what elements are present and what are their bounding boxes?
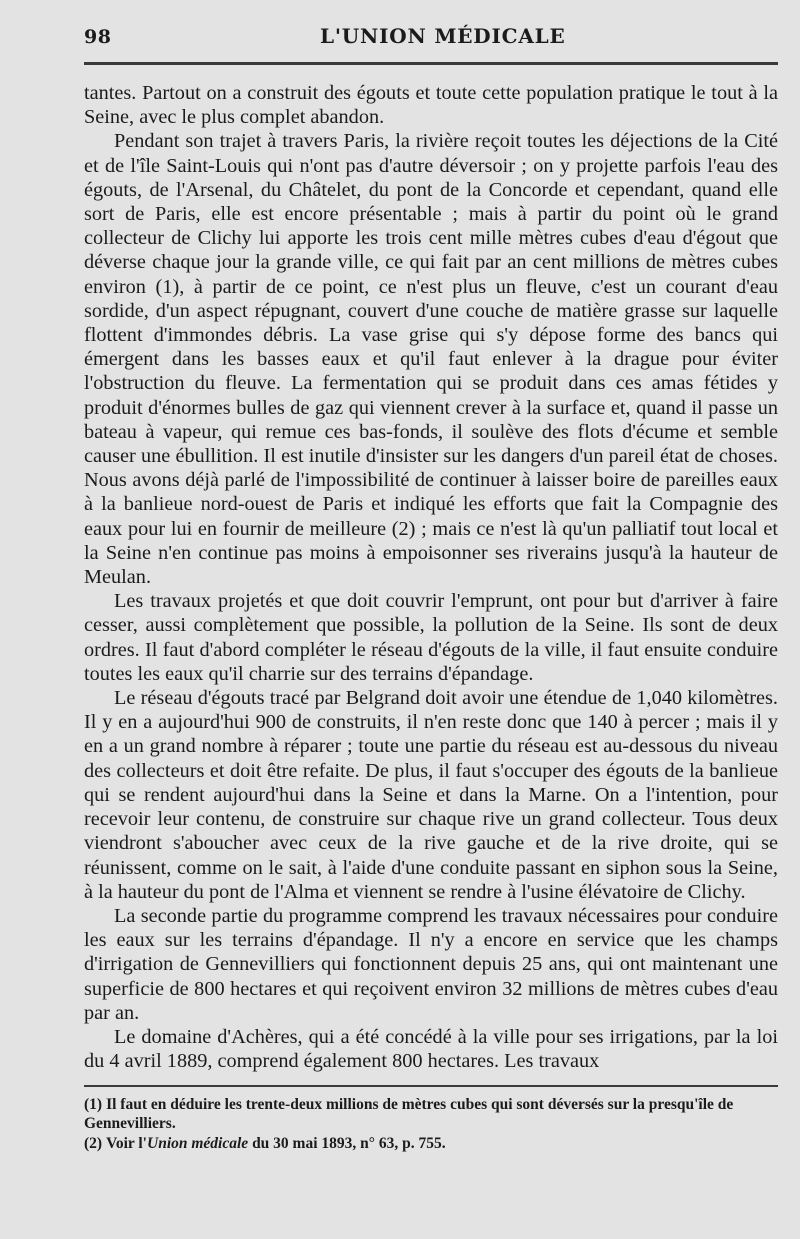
header-rule — [84, 62, 778, 65]
footnote-suffix: du 30 mai 1893, n° 63, p. 755. — [248, 1135, 446, 1153]
footnotes — [84, 1095, 778, 1153]
article-body — [84, 81, 778, 1073]
paragraph: Les travaux projetés et que doit couvrir l'emprunt, ont pour but d'arriver à faire cesser, aussi complètement que possible, la pollution de la Seine. Ils sont de deux ordres. Il faut d'abord compléter le réseau d'égouts de la ville, il faut ensuite conduire toutes les eaux qu'il charrie sur des terrains d'épandage. — [84, 590, 778, 685]
footnote-marker: (1) — [84, 1096, 103, 1114]
paragraph-continuation: tantes. Partout on a construit des égouts et toute cette population pratique le tout à la Seine, avec le plus complet abandon. — [84, 82, 778, 129]
paragraph: Le domaine d'Achères, qui a été concédé à la ville pour ses irrigations, par la loi du 4 avril 1889, comprend également 800 hectares. Les travaux — [84, 1025, 778, 1073]
footnote-prefix: Voir l' — [106, 1135, 147, 1153]
paragraph: La seconde partie du programme comprend les travaux nécessaires pour conduire les eaux sur les terrains d'épandage. Il n'y a encore en service que les champs d'irrigation de Gennevilliers qui fonctionnent depuis 25 ans, qui ont maintenant une superficie de 800 hectares et qui reçoivent environ 32 millions de mètres cubes d'eau par an. — [84, 904, 778, 1024]
footnote-marker: (2) — [84, 1135, 103, 1153]
footnote-1 — [84, 1095, 778, 1133]
footnote-rule — [84, 1085, 778, 1087]
page-header — [84, 20, 778, 48]
paragraph: Le réseau d'égouts tracé par Belgrand doit avoir une étendue de 1,040 kilomètres. Il y en a aujourd'hui 900 de construits, il n'en reste donc que 140 à percer ; mais il y en a un grand nombre à réparer ; toute une partie du réseau est au-dessous du niveau des collecteurs et doit être refaite. De plus, il faut s'occuper des égouts de la banlieue qui se rendent aujourd'hui dans la Seine et dans la Marne. On a l'intention, pour recevoir leur contenu, de construire sur chaque rive un grand collecteur. Tous deux viendront s'aboucher avec ceux de la rive gauche et de la rive droite, qui se réunissent, comme on le sait, à l'aide d'une conduite passant en siphon sous la Seine, à la hauteur du pont de l'Alma et viennent se rendre à l'usine élévatoire de Clichy. — [84, 687, 778, 903]
journal-title: Union médicale — [147, 1135, 249, 1153]
paragraph: Pendant son trajet à travers Paris, la rivière reçoit toutes les déjections de la Cité et de l'île Saint-Louis qui n'ont pas d'autre déversoir ; on y projette parfois l'eau des égouts, de l'Arsenal, du Châtelet, du pont de la Concorde et cependant, quand elle sort de Paris, elle est encore présentable ; mais à partir du point où le grand collecteur de Clichy lui apporte les trois cent mille mètres cubes d'eau d'égout que déverse chaque jour la grande ville, ce qui fait par an cent millions de mètres cubes environ (1), à partir de ce point, ce n'est plus un fleuve, c'est un courant d'eau sordide, d'un aspect répugnant, couvert d'une couche de matière grasse sur laquelle flottent d'immondes débris. La vase grise qui s'y dépose forme des bancs qui émergent dans les basses eaux et qu'il faut enlever à la drague pour éviter l'obstruction du fleuve. La fermentation qui se produit dans ces amas fétides y produit d'énormes bulles de gaz qui viennent crever à la surface et, quand il passe un bateau à vapeur, qui remue ces bas-fonds, il soulève des flots d'écume et semble causer une ébullition. Il est inutile d'insister sur les dangers d'un pareil état de choses. Nous avons déjà parlé de l'impossibilité de continuer à laisser boire de pareilles eaux à la banlieue nord-ouest de Paris et indiqué les efforts que fait la Compagnie des eaux pour lui en fournir de meilleure (2) ; mais ce n'est là qu'un palliatif tout local et la Seine n'en continue pas moins à empoisonner ses riverains jusqu'à la hauteur de Meulan. — [84, 130, 778, 589]
footnote-text: Il faut en déduire les trente-deux millions de mètres cubes qui sont déversés sur la presqu'île de Gennevilliers. — [84, 1096, 734, 1133]
running-title: L'UNION MÉDICALE — [320, 24, 566, 48]
footnote-2 — [84, 1134, 778, 1153]
page-number: 98 — [84, 26, 112, 48]
